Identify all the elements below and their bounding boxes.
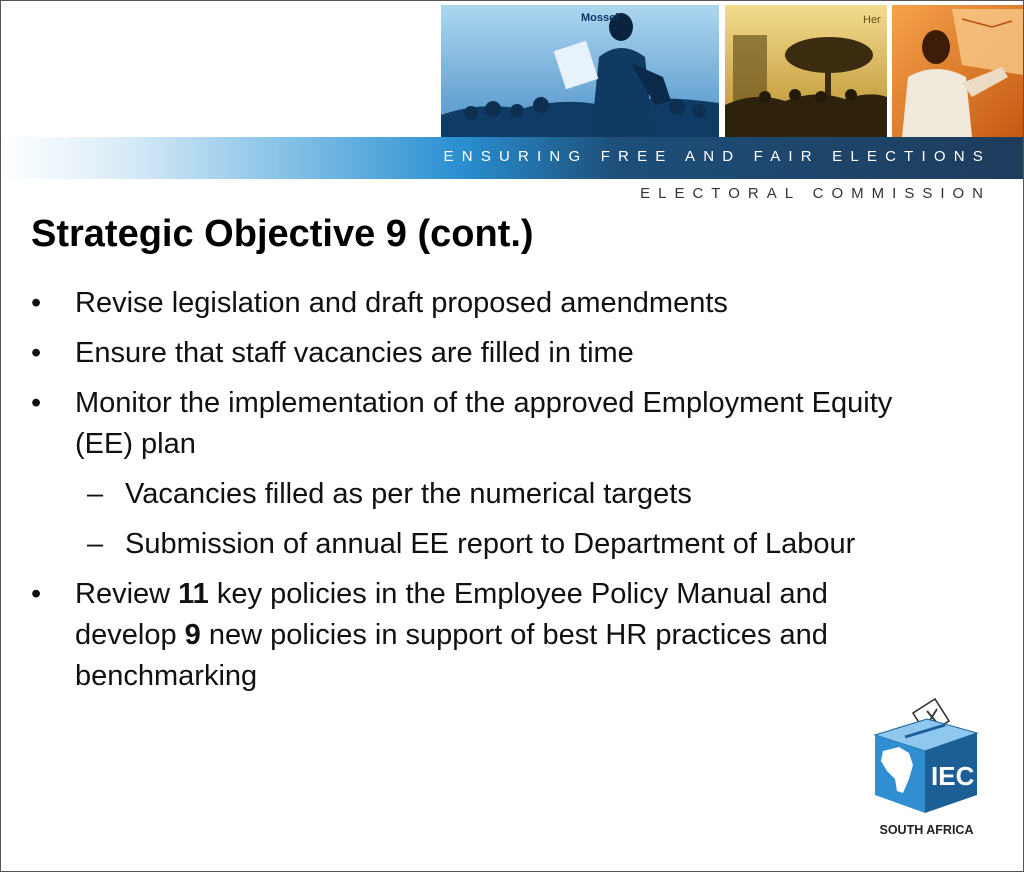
bullet-list [31, 283, 911, 706]
policy-count-review: 11 [178, 578, 209, 610]
sub-bullet-item [31, 524, 911, 565]
logo-caption: SOUTH AFRICA [879, 823, 974, 837]
logo-text: IEC [931, 761, 975, 791]
sub-bullet-marker: – [87, 528, 104, 560]
bullet-marker: • [31, 287, 42, 319]
sub-bullet-text: Vacancies filled as per the numerical targets [125, 478, 692, 510]
org-name: ELECTORAL COMMISSION [640, 185, 991, 202]
tagline: ENSURING FREE AND FAIR ELECTIONS [443, 148, 991, 165]
bullet-item [31, 383, 911, 465]
policy-count-new: 9 [184, 619, 201, 651]
iec-ballot-box-logo-icon [869, 695, 984, 823]
bullet-text: Ensure that staff vacancies are filled in time [75, 337, 634, 369]
slide-title: Strategic Objective 9 (cont.) [31, 213, 534, 255]
bullet-marker: • [31, 387, 42, 419]
voting-station-tree-photo-icon [725, 5, 887, 137]
photo-1-label: Mossel [581, 12, 619, 24]
bullet-text: Monitor the implementation of the approved Employment Equity (EE) plan [75, 387, 893, 460]
text-segment: Review [75, 578, 179, 610]
bullet-text [75, 578, 828, 692]
sub-bullet-text: Submission of annual EE report to Department of Labour [125, 528, 856, 560]
voters-crowd-photo-icon [441, 5, 719, 137]
text-segment: new policies in support of best HR practices and benchmarking [75, 619, 828, 692]
sub-bullet-marker: – [87, 478, 104, 510]
photo-2-label: Her [863, 14, 881, 26]
bullet-item [31, 574, 911, 697]
official-with-map-photo-icon [892, 5, 1023, 137]
bullet-marker: • [31, 337, 42, 369]
bullet-text: Revise legislation and draft proposed amendments [75, 287, 728, 319]
bullet-item [31, 333, 911, 374]
iec-logo [869, 695, 984, 845]
header-banner [1, 1, 1023, 202]
text-segment: key policies in the Employee Policy Manual and develop [75, 578, 828, 651]
sub-bullet-item [31, 474, 911, 515]
bullet-marker: • [31, 578, 42, 610]
bullet-item [31, 283, 911, 324]
